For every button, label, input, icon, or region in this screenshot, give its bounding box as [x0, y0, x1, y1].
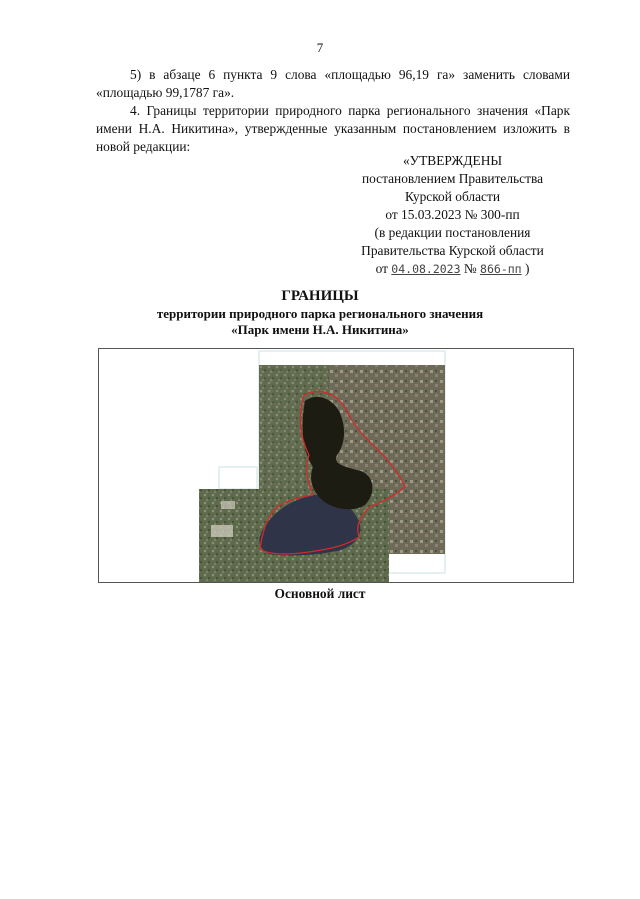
approval-line-dated [340, 260, 565, 278]
approval-line: от 15.03.2023 № 300-пп [385, 207, 520, 222]
approval-line: Курской области [404, 189, 501, 204]
boundary-map [98, 348, 574, 583]
aerial-map-image [99, 349, 573, 582]
map-caption: Основной лист [274, 586, 366, 601]
amendment-paragraph-5 [96, 66, 570, 102]
amendment-paragraph-4 [96, 102, 570, 156]
aerial-tile-southeast [389, 493, 445, 554]
heading-park-name: «Парк имени Н.А. Никитина» [231, 322, 409, 337]
approval-line: «УТВЕРЖДЕНЫ [402, 153, 503, 168]
approval-block [340, 152, 565, 278]
heading-title: ГРАНИЦЫ [281, 288, 359, 304]
heading-subtitle: территории природного парка регионального значения [156, 306, 484, 321]
approval-from: от [375, 261, 388, 276]
approval-line: Правительства Курской области [361, 243, 544, 258]
approval-date: 04.08.2023 [391, 262, 461, 276]
paragraph-text: 5) в абзаце 6 пункта 9 слова «площадью 96,19 га» заменить словами «площадью 99,1787 га». [96, 67, 570, 100]
approval-line: (в редакции постановления [374, 225, 531, 240]
closing-paren: ) [524, 261, 530, 276]
tile-outline [219, 467, 257, 489]
page-number: 7 [316, 40, 324, 55]
paragraph-text: 4. Границы территории природного парка регионального значения «Парк имени Н.А. Никитина», утвержденные указанным постановлением изложить в новой редакции: [96, 103, 570, 154]
approval-number: 866-пп [480, 262, 522, 276]
approval-line: постановлением Правительства [361, 171, 544, 186]
number-sign: № [463, 261, 477, 276]
